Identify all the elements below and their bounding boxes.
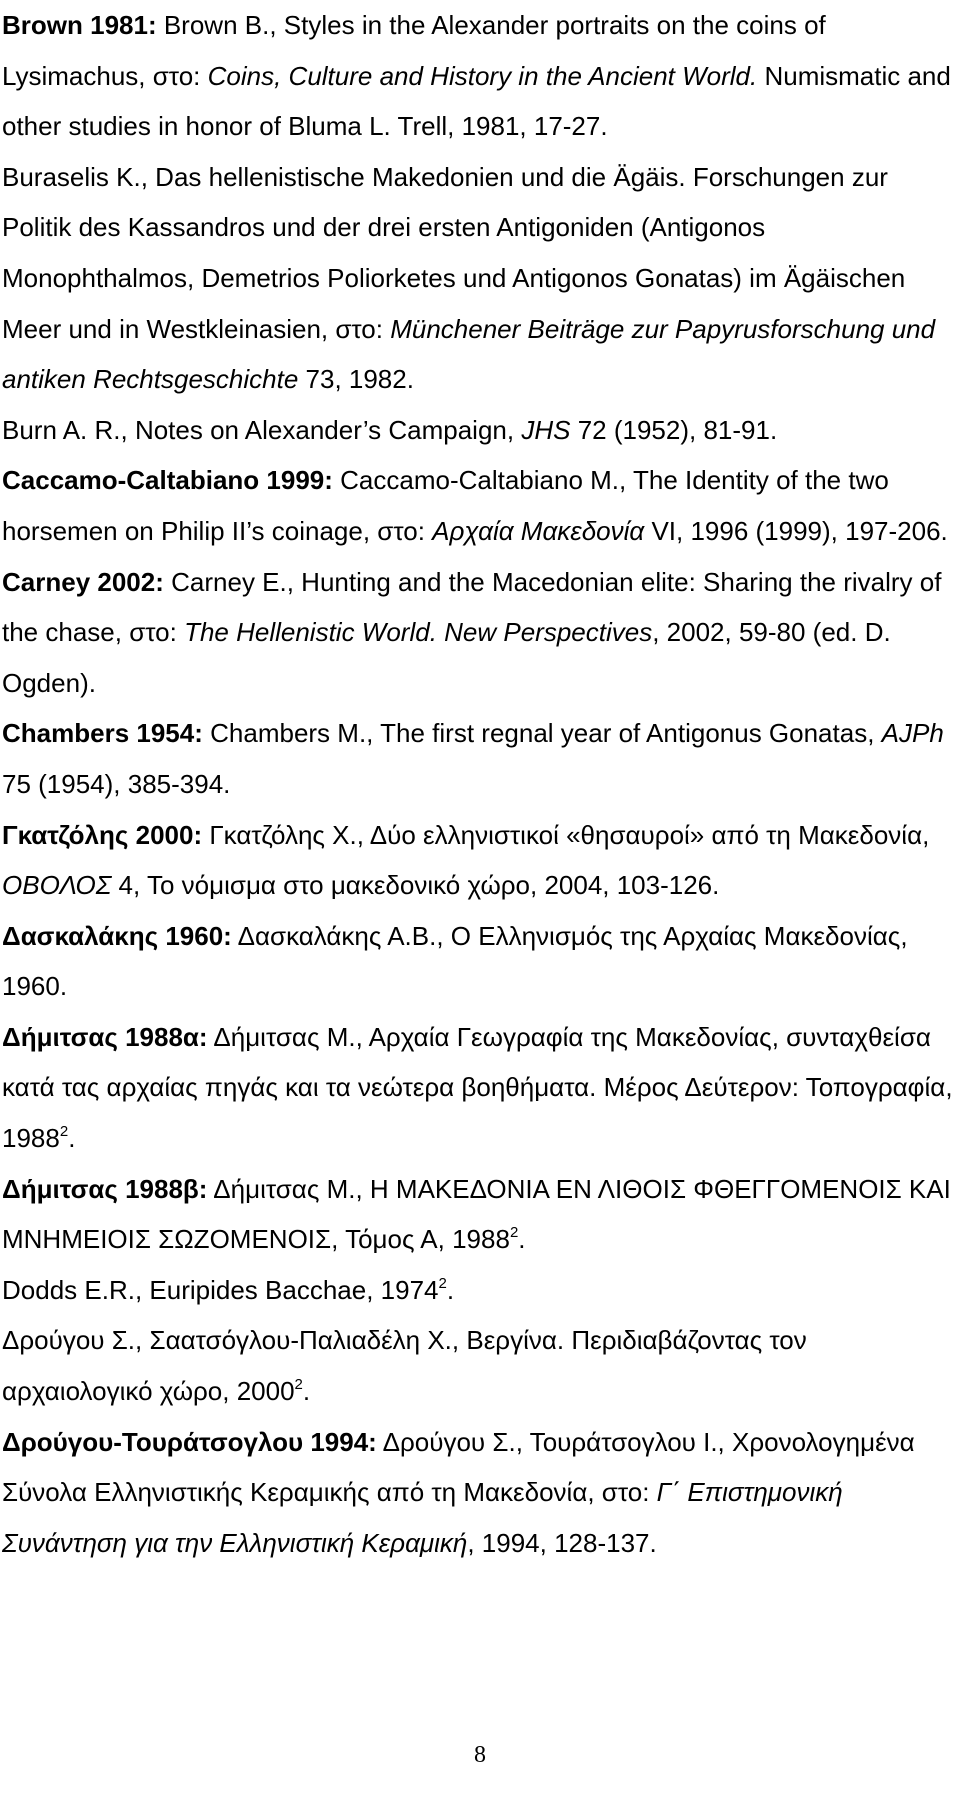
reference-entry-dimitsas-1988b <box>2 1164 957 1265</box>
reference-text: , The Identity of the two horsemen on Philip II’s coinage, στο: <box>2 465 889 546</box>
reference-entry-burn <box>2 405 957 456</box>
reference-author: Δήμιτσας Μ. <box>213 1173 356 1204</box>
reference-author: Buraselis K. <box>2 161 141 192</box>
reference-key: Γκατζόλης 2000: <box>2 819 203 850</box>
reference-author: Burn A. R. <box>2 414 121 445</box>
reference-author: Δρούγου Σ. <box>382 1426 516 1457</box>
reference-text: , Notes on Alexander’s Campaign, <box>120 414 522 445</box>
reference-author: Carney E. <box>171 566 287 597</box>
reference-author: Δήμιτσας Μ. <box>213 1021 356 1052</box>
reference-text: , Τουράτσογλου Ι., Χρονολογημένα Σύνολα Ελληνιστικής Κεραμικής από τη Μακεδονία, στο: <box>2 1426 915 1508</box>
reference-text: , Euripides Bacchae, 1974 <box>134 1274 439 1305</box>
edition-superscript: 2 <box>509 1224 519 1242</box>
reference-text: 72 (1952), 81-91. <box>570 414 778 445</box>
reference-text: , Η ΜΑΚΕΔΟΝΙΑ ΕΝ ΛΙΘΟΙΣ ΦΘΕΓΓΟΜΕΝΟΙΣ ΚΑΙ ΜΝΗΜΕΙΟΙΣ ΣΩΖΟΜΕΝΟΙΣ, Τόμος Α, 1988 <box>2 1173 951 1255</box>
reference-title: Münchener Beiträge zur Papyrusforschung und antiken Rechtsgeschichte <box>2 313 936 395</box>
reference-entry-drougou-touratsoglou-1994 <box>2 1417 957 1569</box>
reference-key: Chambers 1954: <box>2 718 203 749</box>
reference-text: , The first regnal year of Antigonus Gonatas, <box>366 718 882 749</box>
reference-entry-drougou <box>2 1315 957 1416</box>
reference-entry-brown-1981 <box>2 0 957 152</box>
reference-text: VI, 1996 (1999), 197-206. <box>644 515 948 546</box>
reference-text: 73, 1982. <box>298 364 414 395</box>
reference-title: ΟΒΟΛΟΣ <box>2 870 112 901</box>
reference-author: Caccamo-Caltabiano M. <box>340 465 620 496</box>
reference-title: JHS <box>521 414 571 445</box>
reference-title: AJPh <box>881 718 944 749</box>
reference-text: 75 (1954), 385-394. <box>2 768 231 799</box>
reference-entry-buraselis <box>2 152 957 405</box>
reference-title: Γ΄ Επιστημονική Συνάντηση για την Ελληνιστική Κεραμική <box>2 1477 843 1558</box>
reference-author: Δασκαλάκης Α.Β. <box>237 920 437 951</box>
reference-text: , Δύο ελληνιστικοί «θησαυροί» από τη Μακεδονία, <box>356 819 930 850</box>
reference-entry-gkatzolis-2000 <box>2 810 957 911</box>
reference-text: . <box>518 1224 526 1255</box>
reference-key: Δήμιτσας 1988α: <box>2 1021 208 1052</box>
reference-key: Δήμιτσας 1988β: <box>2 1173 208 1204</box>
reference-key: Brown 1981: <box>2 10 157 40</box>
reference-entry-daskalakis-1960 <box>2 911 957 1012</box>
reference-text: , Ο Ελληνισμός της Αρχαίας Μακεδονίας, 1960. <box>2 920 908 1002</box>
reference-text: , 2002, 59-80 (ed. D. Ogden). <box>2 617 891 698</box>
edition-superscript: 2 <box>294 1376 303 1394</box>
reference-text: , Σαατσόγλου-Παλιαδέλη Χ., Βεργίνα. Περιδιαβάζοντας τον αρχαιολογικό χώρο, 2000 <box>2 1325 807 1407</box>
reference-text: , Hunting and the Macedonian elite: Sharing the rivalry of the chase, στο: <box>2 566 942 648</box>
reference-text: , Das hellenistische Makedonien und die Ägäis. Forschungen zur Politik des Kassandros und der drei ersten Antigoniden (Antigonos Monophthalmos, Demetrios Poliorketes und Antigonos Gonatas) im Ägäischen Meer und in Westkleinasien, στο: <box>2 161 906 344</box>
reference-entry-carney-2002 <box>2 557 957 709</box>
reference-title: The Hellenistic World. New Perspectives <box>184 617 653 648</box>
reference-key: Δρούγου-Τουράτσογλου 1994: <box>2 1426 377 1457</box>
reference-author: Chambers M. <box>210 718 367 749</box>
reference-text: . <box>68 1123 76 1154</box>
reference-entry-chambers-1954 <box>2 708 957 809</box>
reference-author: Brown B. <box>163 10 270 40</box>
reference-text: , Styles in the Alexander portraits on the coins of Lysimachus, στο: <box>2 10 826 91</box>
reference-text: Numismatic and other studies in honor of Bluma L. Trell, 1981, 17-27. <box>2 60 951 142</box>
reference-author: Dodds E.R. <box>2 1274 135 1305</box>
reference-author: Γκατζόλης Χ. <box>209 819 357 850</box>
reference-entry-caccamo-caltabiano-1999 <box>2 455 957 556</box>
reference-key: Δασκαλάκης 1960: <box>2 920 232 951</box>
edition-superscript: 2 <box>438 1274 447 1292</box>
page-number: 8 <box>474 1742 486 1768</box>
reference-text: , Αρχαία Γεωγραφία της Μακεδονίας, συνταχθείσα κατά τας αρχαίας πηγάς και τα νεώτερα βοηθήματα. Μέρος Δεύτερον: Τοπογραφία, 1988 <box>2 1021 953 1154</box>
edition-superscript: 2 <box>59 1123 69 1141</box>
reference-title: Αρχαία Μακεδονία <box>432 515 645 546</box>
reference-author: Δρούγου Σ. <box>2 1325 136 1356</box>
reference-text: . <box>446 1274 455 1305</box>
bibliography-page <box>2 0 957 1568</box>
reference-key: Caccamo-Caltabiano 1999: <box>2 465 333 496</box>
reference-key: Carney 2002: <box>2 566 164 597</box>
reference-entry-dimitsas-1988a <box>2 1012 957 1164</box>
reference-entry-dodds <box>2 1265 957 1316</box>
reference-text: . <box>302 1376 311 1407</box>
reference-text: , 1994, 128-137. <box>467 1527 657 1558</box>
reference-title: Coins, Culture and History in the Ancient World. <box>207 60 758 91</box>
reference-text: 4, Το νόμισμα στο μακεδονικό χώρο, 2004, 103-126. <box>111 870 720 901</box>
